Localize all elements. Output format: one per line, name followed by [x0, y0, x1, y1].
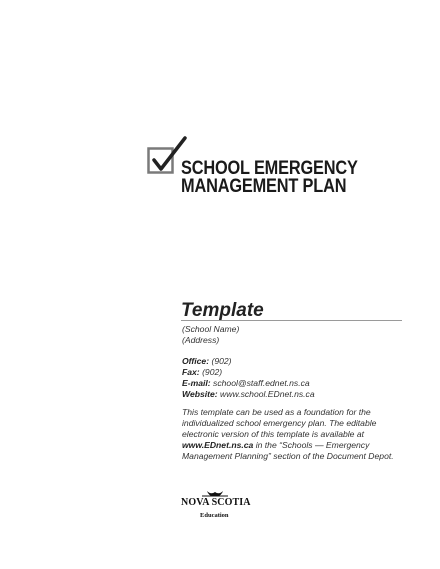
email-line [182, 378, 412, 389]
logo-wordmark: NOVA SCOTIA [181, 497, 251, 508]
website-label: Website: [182, 389, 218, 399]
school-address: (Address) [182, 335, 220, 345]
fax-label: Fax: [182, 367, 200, 377]
email-value[interactable]: school@staff.ednet.ns.ca [213, 378, 310, 388]
description-text-2: in the “Schools — Emergency Management Planning” section of the Document Depot. [182, 440, 394, 461]
template-heading: Template [181, 300, 264, 321]
document-title-line2: MANAGEMENT PLAN [181, 176, 347, 197]
divider [181, 320, 402, 321]
email-label: E-mail: [182, 378, 211, 388]
fax-line [182, 367, 412, 378]
template-description [182, 407, 412, 462]
fax-value: (902) [202, 367, 223, 377]
office-label: Office: [182, 356, 210, 366]
website-line [182, 389, 412, 400]
school-name: (School Name) [182, 324, 240, 334]
office-line [182, 356, 412, 367]
description-text-1: This template can be used as a foundation for the individualized school emergency plan. The editable electronic version of this template is available at [182, 407, 377, 439]
website-value[interactable]: www.school.EDnet.ns.ca [220, 389, 315, 399]
ednet-link[interactable]: www.EDnet.ns.ca [182, 440, 254, 450]
logo-department: Education [200, 512, 229, 519]
document-title-line1: SCHOOL EMERGENCY [181, 158, 358, 179]
office-value: (902) [211, 356, 232, 366]
